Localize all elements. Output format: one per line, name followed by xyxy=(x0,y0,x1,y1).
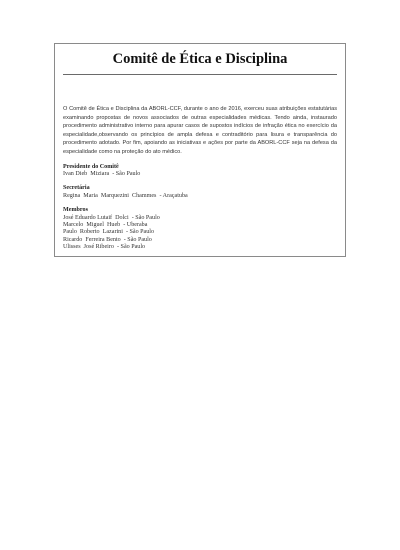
secretary-heading: Secretária xyxy=(63,185,90,192)
committee-box xyxy=(54,43,346,257)
president-heading: Presidente do Comitê xyxy=(63,163,119,170)
page-title: Comitê de Ética e Disciplina xyxy=(63,51,337,75)
secretary-name: Regina Maria Marquezini Chammes - Araçatuba xyxy=(63,192,188,199)
member-name: Marcelo Miguel Hueb - Uberaba xyxy=(63,222,148,228)
member-name: José Eduardo Lutaif Dolci - São Paulo xyxy=(63,214,160,221)
secretary-section xyxy=(63,185,337,200)
members-section xyxy=(63,207,337,251)
president-section xyxy=(63,164,337,179)
president-name: Ivan Dieb Miziara - São Paulo xyxy=(63,170,141,177)
member-name: Ulisses José Ribeiro - São Paulo xyxy=(63,244,146,251)
member-name: Paulo Roberto Lazarini - São Paulo xyxy=(63,229,155,236)
members-heading: Membros xyxy=(63,207,88,214)
member-name: Ricardo Ferreira Bento - São Paulo xyxy=(63,236,152,243)
intro-paragraph: O Comitê de Ética e Disciplina da ABORL-CCF, durante o ano de 2016, exerceu suas atribuições estatutárias examinando propostas de novos associados de outras especialidades médicas. Tendo ainda, instaurado procedimento administrativo interno para apurar casos de supostos indícios de infração ética no exercício da especialidade,observando os princípios de ampla defesa e contraditório para lisura e transparência do procedimento adotado. Por fim, apoiando as iniciativas e ações por parte da ABORL-CCF seja na defesa da especialidade como na proteção do ato médico. xyxy=(63,106,337,155)
